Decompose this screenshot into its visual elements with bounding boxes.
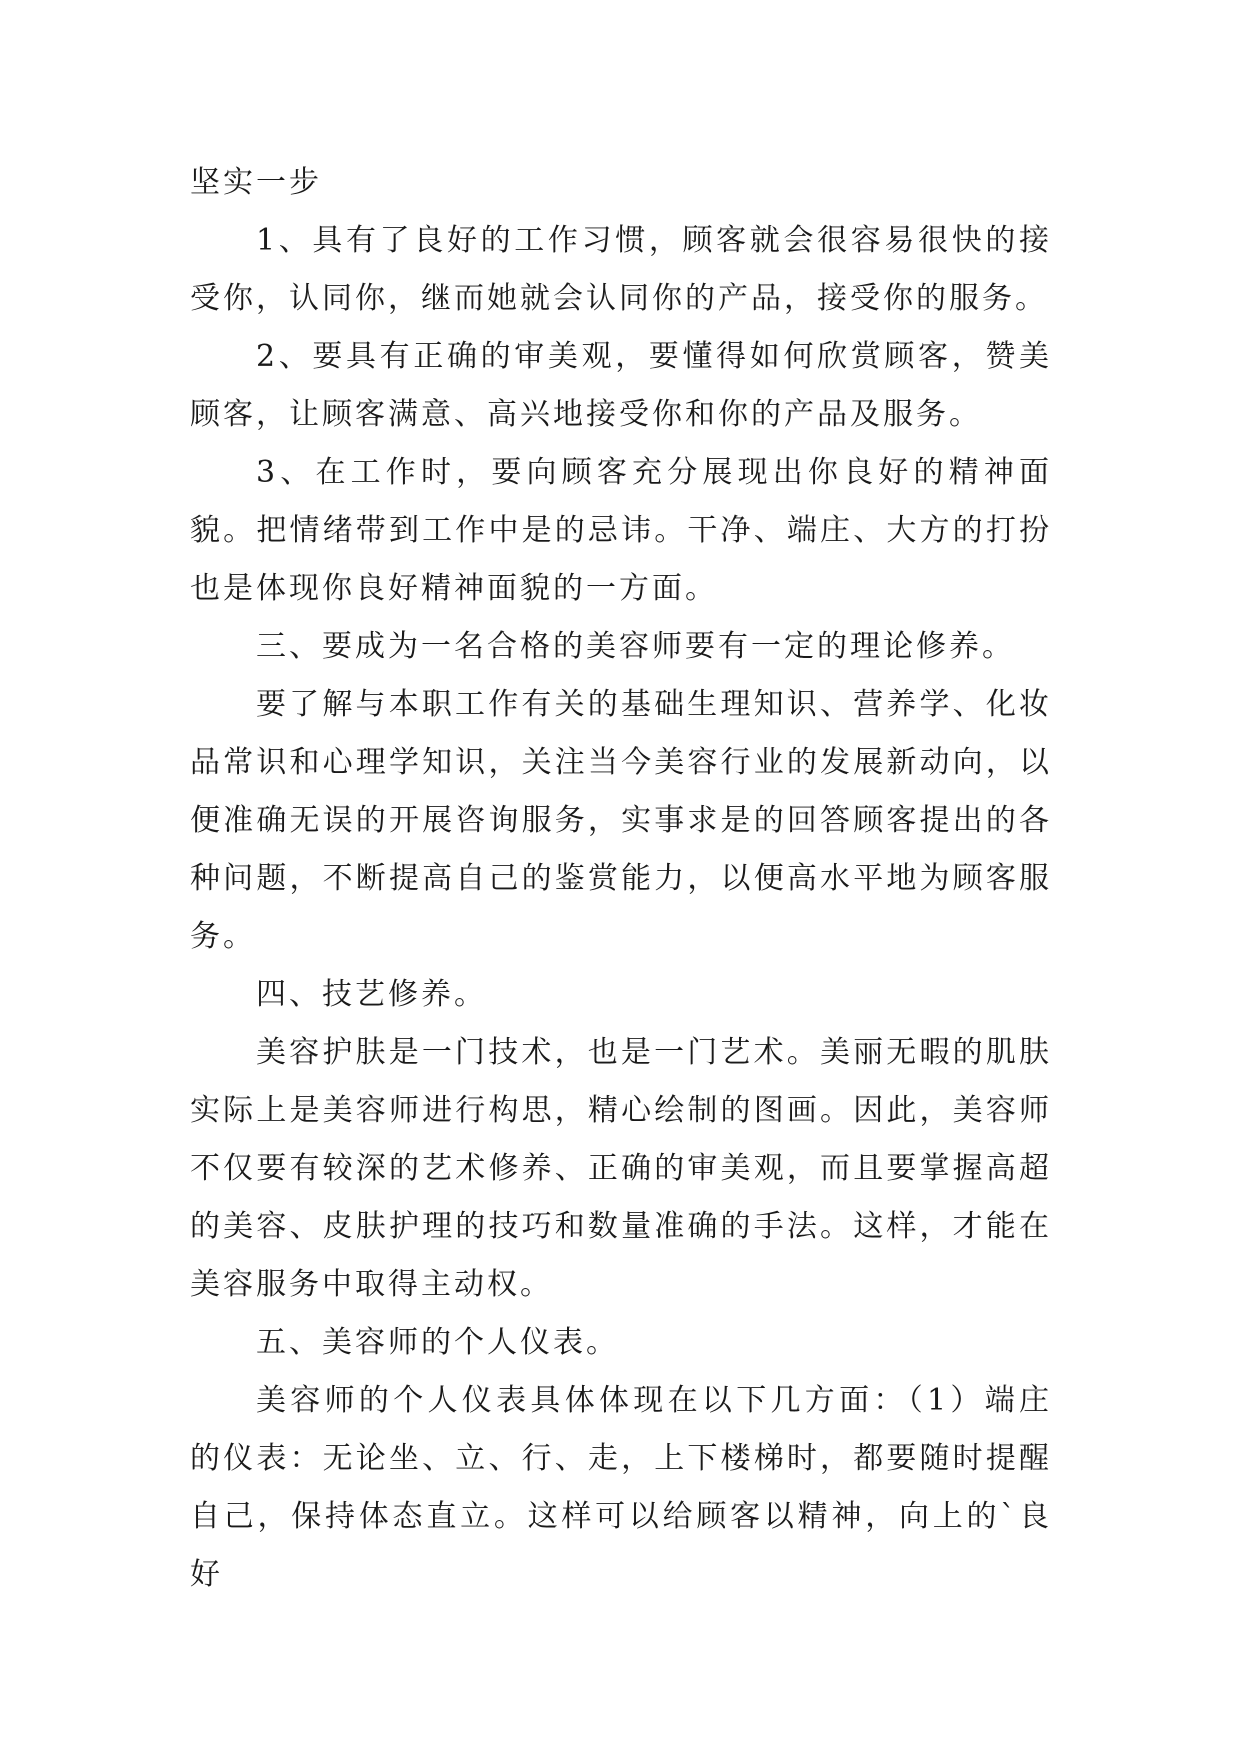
paragraph-item-1: 1、具有了良好的工作习惯，顾客就会很容易很快的接受你，认同你，继而她就会认同你的产品，接受你的服务。 [190, 223, 1052, 316]
section-heading-skill: 四、技艺修养。 [256, 977, 487, 1012]
document-body [190, 154, 1052, 1604]
paragraph-skill-body: 美容护肤是一门技术，也是一门艺术。美丽无暇的肌肤实际上是美容师进行构思，精心绘制的图画。因此，美容师不仅要有较深的艺术修养、正确的审美观，而且要掌握高超的美容、皮肤护理的技巧和数量准确的手法。这样，才能在美容服务中取得主动权。 [190, 1035, 1052, 1302]
paragraph-heading-continuation: 坚实一步 [190, 165, 322, 200]
paragraph-item-3: 3、在工作时，要向顾客充分展现出你良好的精神面貌。把情绪带到工作中是的忌讳。干净、端庄、大方的打扮也是体现你良好精神面貌的一方面。 [190, 455, 1052, 606]
paragraph-appearance-body: 美容师的个人仪表具体体现在以下几方面：（1）端庄的仪表：无论坐、立、行、走，上下楼梯时，都要随时提醒自己，保持体态直立。这样可以给顾客以精神，向上的`良好 [190, 1383, 1052, 1592]
paragraph-item-2: 2、要具有正确的审美观，要懂得如何欣赏顾客，赞美顾客，让顾客满意、高兴地接受你和你的产品及服务。 [190, 339, 1052, 432]
section-heading-theory: 三、要成为一名合格的美容师要有一定的理论修养。 [256, 629, 1015, 664]
paragraph-theory-body: 要了解与本职工作有关的基础生理知识、营养学、化妆品常识和心理学知识，关注当今美容行业的发展新动向，以便准确无误的开展咨询服务，实事求是的回答顾客提出的各种问题，不断提高自己的鉴赏能力，以便高水平地为顾客服务。 [190, 687, 1052, 954]
section-heading-appearance: 五、美容师的个人仪表。 [256, 1325, 619, 1360]
